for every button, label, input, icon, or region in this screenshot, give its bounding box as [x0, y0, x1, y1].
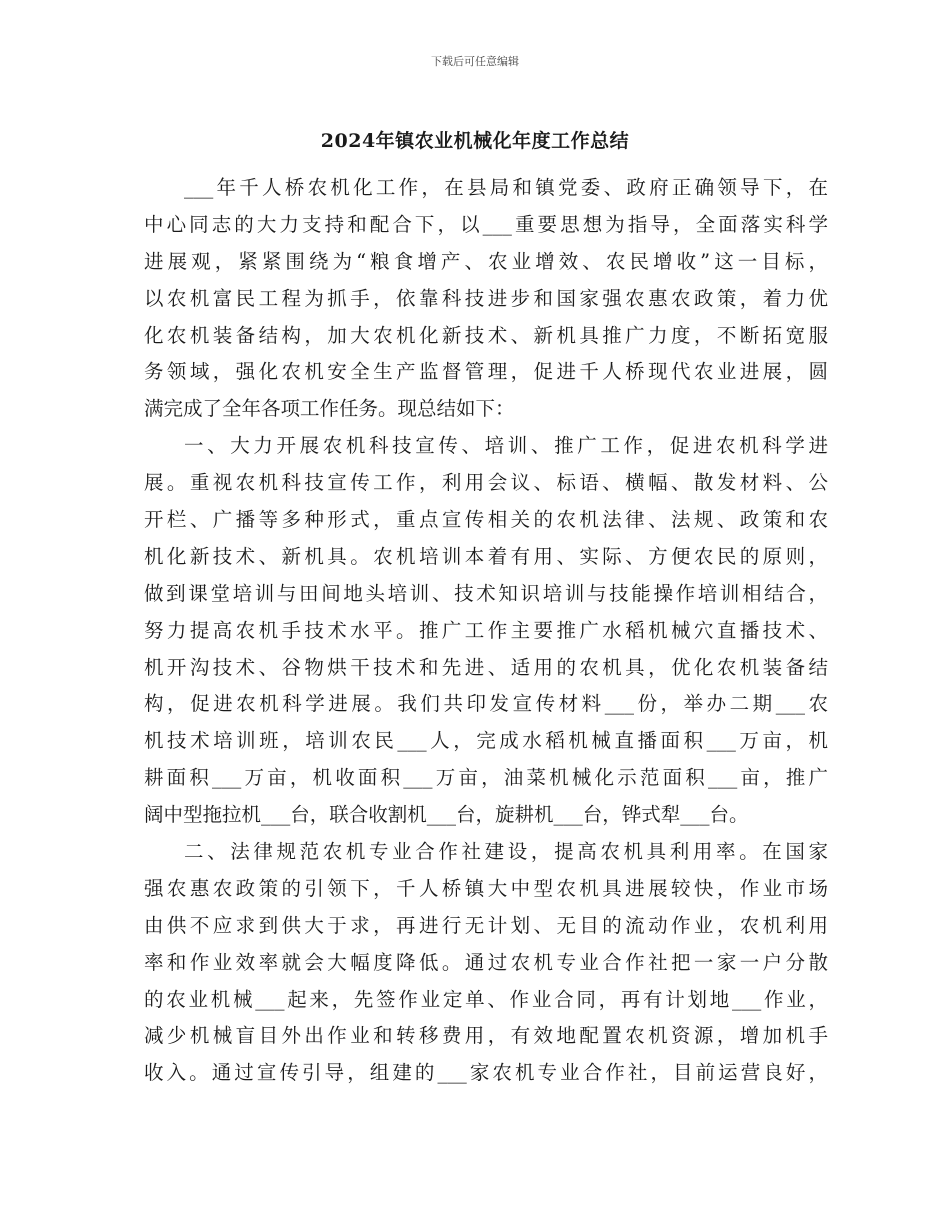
text-line: 率和作业效率就会大幅度降低。通过农机专业合作社把一家一户分散: [144, 950, 828, 974]
document-title: 2024年镇农业机械化年度工作总结: [320, 130, 630, 152]
paragraph-intro: [144, 170, 828, 428]
text-line: 机技术培训班，培训农民___人，完成水稻机械直播面积___万亩，机: [144, 729, 828, 753]
text-line: ___年千人桥农机化工作，在县局和镇党委、政府正确领导下，在: [184, 176, 828, 199]
text-line: 化农机装备结构，加大农机化新技术、新机具推广力度，不断拓宽服: [144, 323, 828, 347]
text-line: 阔中型拖拉机___台，联合收割机___台，旋耕机___台，铧式犁___台。: [144, 803, 749, 827]
document-body: [144, 170, 828, 1092]
text-line: 开栏、广播等多种形式，重点宣传相关的农机法律、法规、政策和农: [144, 508, 828, 532]
text-line: 减少机械盲目外出作业和转移费用，有效地配置农机资源，增加机手: [144, 1024, 828, 1048]
text-line: 进展观，紧紧围绕为“粮食增产、农业增效、农民增收”这一目标，: [144, 249, 828, 273]
text-line: 机开沟技术、谷物烘干技术和先进、适用的农机具，优化农机装备结: [144, 655, 828, 679]
text-line: 努力提高农机手技术水平。推广工作主要推广水稻机械穴直播技术、: [144, 618, 828, 642]
text-line: 强农惠农政策的引领下，千人桥镇大中型农机具进展较快，作业市场: [144, 876, 828, 900]
text-line: 一、大力开展农机科技宣传、培训、推广工作，促进农机科学进: [184, 434, 828, 458]
text-line: 满完成了全年各项工作任务。现总结如下：: [144, 397, 515, 421]
text-line: 由供不应求到供大于求，再进行无计划、无目的流动作业，农机利用: [144, 913, 828, 937]
page-header: 下载后可任意编辑: [431, 55, 519, 68]
paragraph-section-one: [144, 428, 828, 834]
text-line: 中心同志的大力支持和配合下，以___重要思想为指导，全面落实科学: [144, 212, 828, 236]
text-line: 务领域，强化农机安全生产监督管理，促进千人桥现代农业进展，圆: [144, 360, 828, 384]
text-line: 机化新技术、新机具。农机培训本着有用、实际、方便农民的原则，: [144, 544, 828, 568]
paragraph-section-two: [144, 834, 828, 1092]
text-line: 做到课堂培训与田间地头培训、技术知识培训与技能操作培训相结合，: [144, 581, 828, 605]
text-line: 二、法律规范农机专业合作社建设，提高农机具利用率。在国家: [184, 840, 828, 864]
text-line: 以农机富民工程为抓手，依靠科技进步和国家强农惠农政策，着力优: [144, 286, 828, 310]
text-line: 的农业机械___起来，先签作业定单、作业合同，再有计划地___作业，: [144, 987, 828, 1011]
text-line: 展。重视农机科技宣传工作，利用会议、标语、横幅、散发材料、公: [144, 471, 828, 495]
text-line: 耕面积___万亩，机收面积___万亩，油菜机械化示范面积___亩，推广: [144, 766, 828, 790]
text-line: 构，促进农机科学进展。我们共印发宣传材料___份，举办二期___农: [144, 692, 828, 716]
text-line: 收入。通过宣传引导，组建的___家农机专业合作社，目前运营良好，: [144, 1061, 828, 1085]
